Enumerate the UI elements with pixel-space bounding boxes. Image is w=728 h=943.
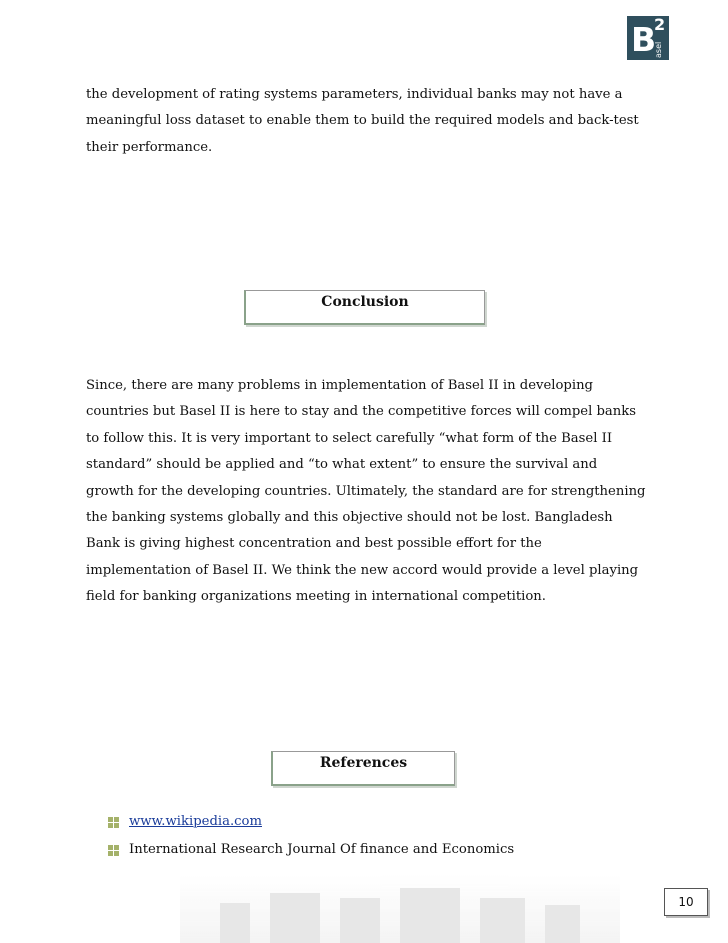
basel-logo bbox=[627, 16, 669, 60]
reference-text: International Research Journal Of finance and Economics bbox=[129, 842, 515, 857]
logo-superscript: 2 bbox=[654, 16, 666, 34]
logo-vertical-text: asel bbox=[654, 41, 663, 58]
conclusion-heading: Conclusion bbox=[244, 290, 485, 325]
square-bullet-icon bbox=[108, 817, 119, 828]
faded-watermark bbox=[180, 875, 620, 943]
conclusion-paragraph: Since, there are many problems in implementation of Basel II in developing countries but Basel II is here to stay and the competitive forces will compel banks to follow this. It is very important to select carefully “what form of the Basel II standard” should be applied and “to what extent” to ensure the survival and growth for the developing countries. Ultimately, the standard are for strengthening the banking systems globally and this objective should not be lost. Bangladesh Bank is giving highest concentration and best possible effort for the implementation of Basel II. We think the new accord would provide a level playing field for banking organizations meeting in international competition. bbox=[86, 378, 646, 605]
references-list bbox=[108, 808, 514, 864]
reference-item bbox=[108, 808, 514, 836]
wikipedia-link[interactable]: www.wikipedia.com bbox=[129, 814, 262, 829]
continuation-paragraph: the development of rating systems parameters, individual banks may not have a meaningful loss dataset to enable them to build the required models and back-test their performance. bbox=[86, 87, 639, 155]
references-heading: References bbox=[271, 751, 455, 786]
page-number: 10 bbox=[664, 888, 708, 916]
square-bullet-icon bbox=[108, 845, 119, 856]
reference-item bbox=[108, 836, 514, 864]
logo-letter: B bbox=[631, 20, 657, 59]
